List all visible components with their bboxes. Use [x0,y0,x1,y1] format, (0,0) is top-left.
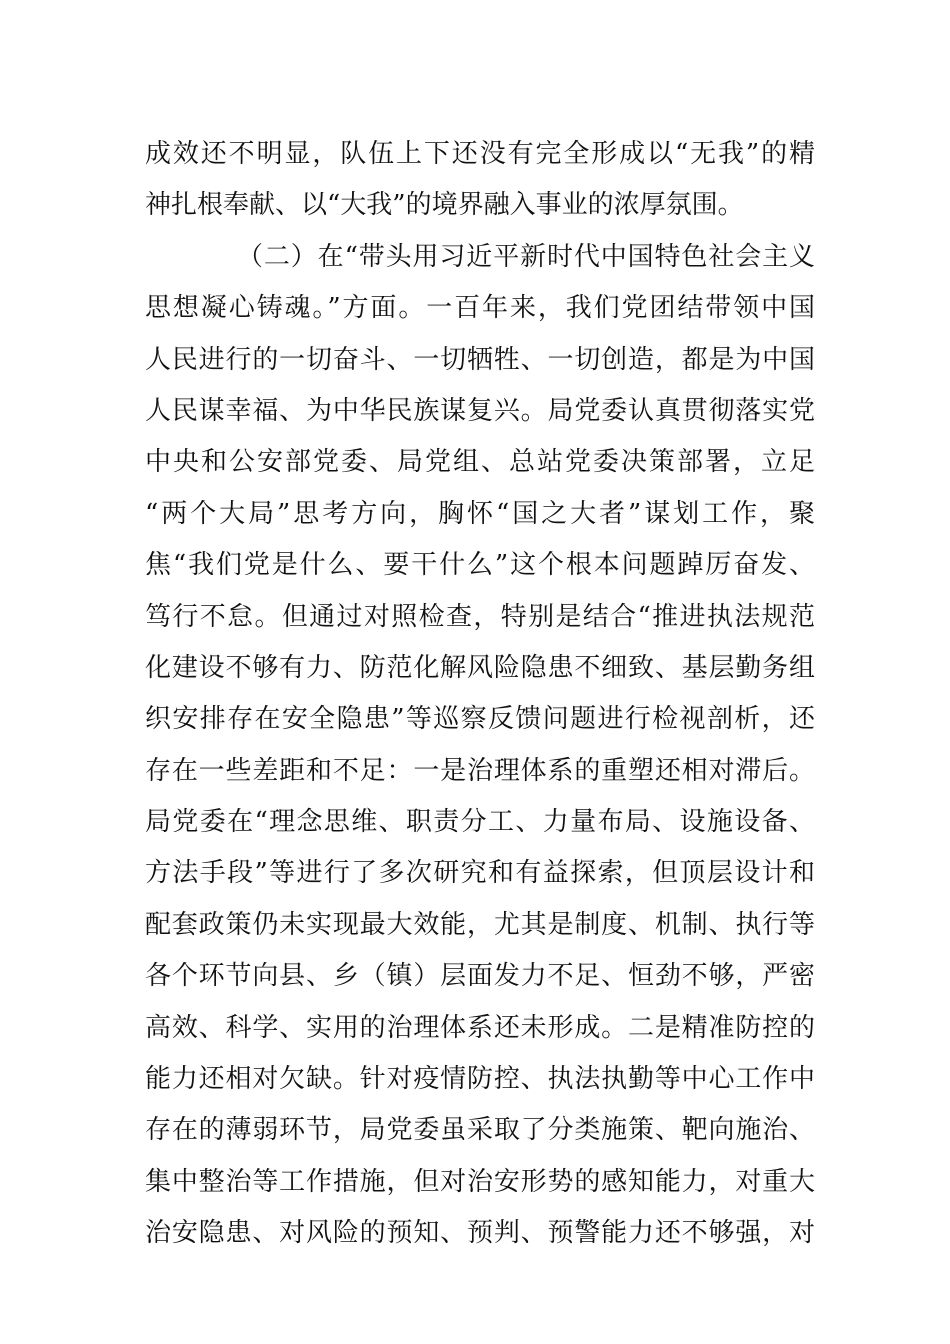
text-line: 各个环节向县、乡（镇）层面发力不足、恒劲不够，严密 [145,961,815,992]
text-line: 人民进行的一切奋斗、一切牺牲、一切创造，都是为中国 [145,344,815,375]
text-line: 方法手段”等进行了多次研究和有益探索，但顶层设计和 [145,858,815,889]
text-line: 焦“我们党是什么、要干什么”这个根本问题踔厉奋发、 [145,550,815,581]
text-line: 能力还相对欠缺。针对疫情防控、执法执勤等中心工作中 [145,1064,815,1095]
text-line: 中央和公安部党委、局党组、总站党委决策部署，立足 [145,447,815,478]
text-line: 存在一些差距和不足：一是治理体系的重塑还相对滞后。 [145,755,815,786]
text-line: 存在的薄弱环节，局党委虽采取了分类施策、靶向施治、 [145,1115,815,1146]
text-line: 神扎根奉献、以“大我”的境界融入事业的浓厚氛围。 [145,190,744,221]
text-line: “两个大局”思考方向，胸怀“国之大者”谋划工作，聚 [145,498,815,529]
text-line: 笃行不怠。但通过对照检查，特别是结合“推进执法规范 [145,601,815,632]
text-line: 思想凝心铸魂。”方面。一百年来，我们党团结带领中国 [145,293,815,324]
body-text [145,129,815,1260]
text-line: 治安隐患、对风险的预知、预判、预警能力还不够强，对 [145,1218,815,1249]
text-line: 高效、科学、实用的治理体系还未形成。二是精准防控的 [145,1012,815,1043]
text-line: 局党委在“理念思维、职责分工、力量布局、设施设备、 [145,807,815,838]
text-line: 集中整治等工作措施，但对治安形势的感知能力，对重大 [145,1166,815,1197]
section-heading-line: （二）在“带头用习近平新时代中国特色社会主义 [237,241,815,272]
text-line: 人民谋幸福、为中华民族谋复兴。局党委认真贯彻落实党 [145,395,815,426]
text-line: 成效还不明显，队伍上下还没有完全形成以“无我”的精 [145,139,815,169]
text-line: 配套政策仍未实现最大效能，尤其是制度、机制、执行等 [145,909,815,940]
text-line: 化建设不够有力、防范化解风险隐患不细致、基层勤务组 [145,652,815,683]
text-line: 织安排存在安全隐患”等巡察反馈问题进行检视剖析，还 [145,704,815,735]
